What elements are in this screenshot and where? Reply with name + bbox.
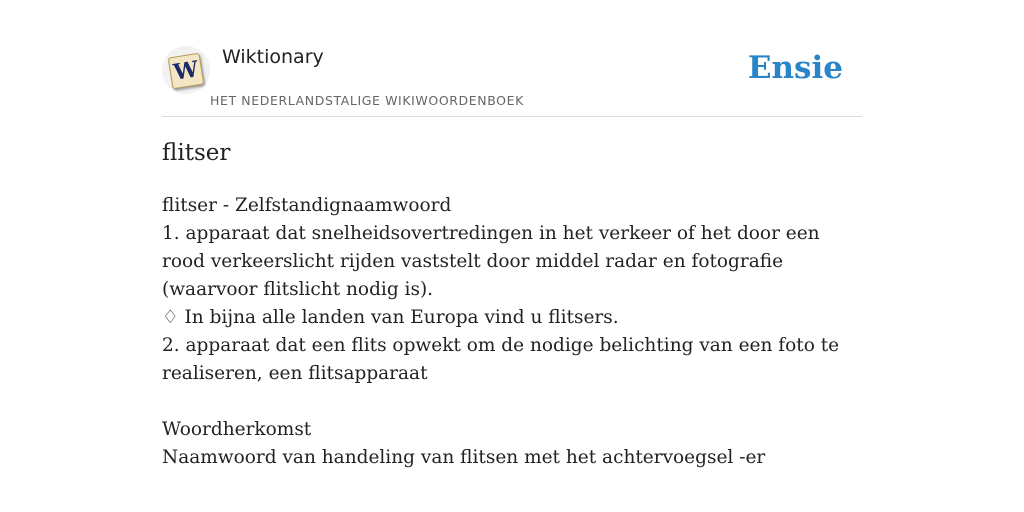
part-of-speech-line: flitser - Zelfstandignaamwoord [162,195,452,216]
etymology-heading: Woordherkomst [162,419,312,440]
spacer [162,388,862,416]
site-header [162,40,862,117]
wiktionary-logo[interactable] [162,46,210,94]
site-name[interactable]: Wiktionary [222,46,324,68]
example-1: ♢ In bijna alle landen van Europa vind u flitsers. [162,307,619,328]
definition-1: 1. apparaat dat snelheidsovertredingen in het verkeer of het door een rood verkeerslicht rijden vaststelt door middel radar en fotografie (waarvoor flitslicht nodig is). [162,223,820,300]
wiktionary-logo-icon: W [168,53,205,90]
entry-content [162,192,862,472]
etymology-text: Naamwoord van handeling van flitsen met het achtervoegsel -er [162,447,766,468]
site-tagline: HET NEDERLANDSTALIGE WIKIWOORDENBOEK [210,93,524,108]
page-title: flitser [162,140,231,166]
definition-2: 2. apparaat dat een flits opwekt om de nodige belichting van een foto te realiseren, een flitsapparaat [162,335,840,384]
ensie-brand-link[interactable]: Ensie [747,50,843,86]
